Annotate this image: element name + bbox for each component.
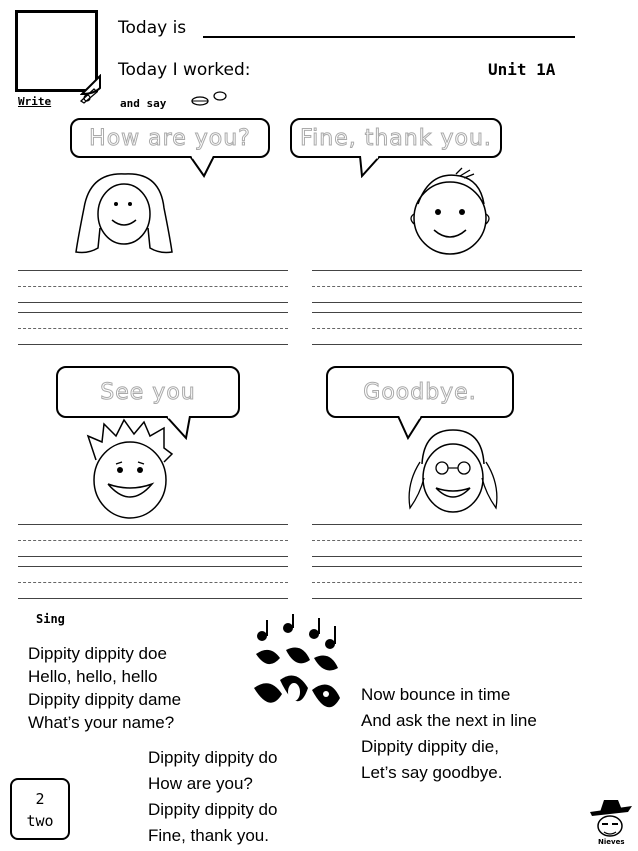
song-line: How are you? [148, 774, 253, 793]
speech-bubble-goodbye [326, 366, 514, 418]
song-line: Let’s say goodbye. [361, 763, 503, 782]
lips-speech-icon [188, 90, 228, 108]
writing-lines[interactable] [18, 524, 288, 604]
girl-long-hair-icon [70, 168, 180, 260]
song-line: What’s your name? [28, 713, 175, 732]
nieves-logo-icon [588, 798, 634, 846]
bubble-text: Goodbye. [363, 379, 477, 405]
bubble-text: How are you? [89, 125, 251, 151]
song-line: Fine, thank you. [148, 826, 269, 845]
song-verse-2 [148, 745, 277, 849]
today-is-label: Today is [118, 18, 187, 38]
page-number: 2 [35, 790, 45, 808]
speech-bubble-how-are-you [70, 118, 270, 158]
speech-bubble-fine-thank-you [290, 118, 502, 158]
bubble-tail [356, 156, 384, 178]
bubble-tail [190, 156, 218, 178]
and-say-instruction: and say [120, 97, 167, 110]
child-face-icon [400, 164, 500, 264]
song-line: Dippity dippity do [148, 800, 278, 819]
bubble-text: Fine, thank you. [300, 125, 492, 151]
song-verse-3 [361, 682, 537, 786]
singing-notes-icon [250, 614, 342, 726]
pencil-hand-icon [78, 86, 100, 104]
song-line: Dippity dippity die, [361, 737, 499, 756]
song-line: Hello, hello, hello [28, 667, 158, 686]
unit-label: Unit 1A [488, 60, 556, 79]
date-line[interactable] [203, 36, 575, 38]
song-line: Dippity dippity do [148, 748, 278, 767]
song-verse-1 [28, 642, 181, 734]
writing-lines[interactable] [18, 270, 288, 350]
today-worked-label: Today I worked: [118, 60, 251, 80]
girl-glasses-pigtails-icon [398, 424, 508, 522]
logo-text: Nieves [598, 838, 625, 846]
sing-heading: Sing [36, 612, 65, 626]
speech-bubble-see-you [56, 366, 240, 418]
boy-spiky-hair-icon [80, 418, 180, 522]
writing-lines[interactable] [312, 270, 582, 350]
write-instruction: Write [18, 95, 52, 108]
page-number-box [10, 778, 70, 840]
writing-lines[interactable] [312, 524, 582, 604]
song-line: Now bounce in time [361, 685, 511, 704]
bubble-text: See you [100, 379, 196, 405]
page-number-word: two [26, 812, 54, 830]
song-line: Dippity dippity dame [28, 690, 182, 709]
song-line: And ask the next in line [361, 711, 537, 730]
song-line: Dippity dippity doe [28, 644, 167, 663]
